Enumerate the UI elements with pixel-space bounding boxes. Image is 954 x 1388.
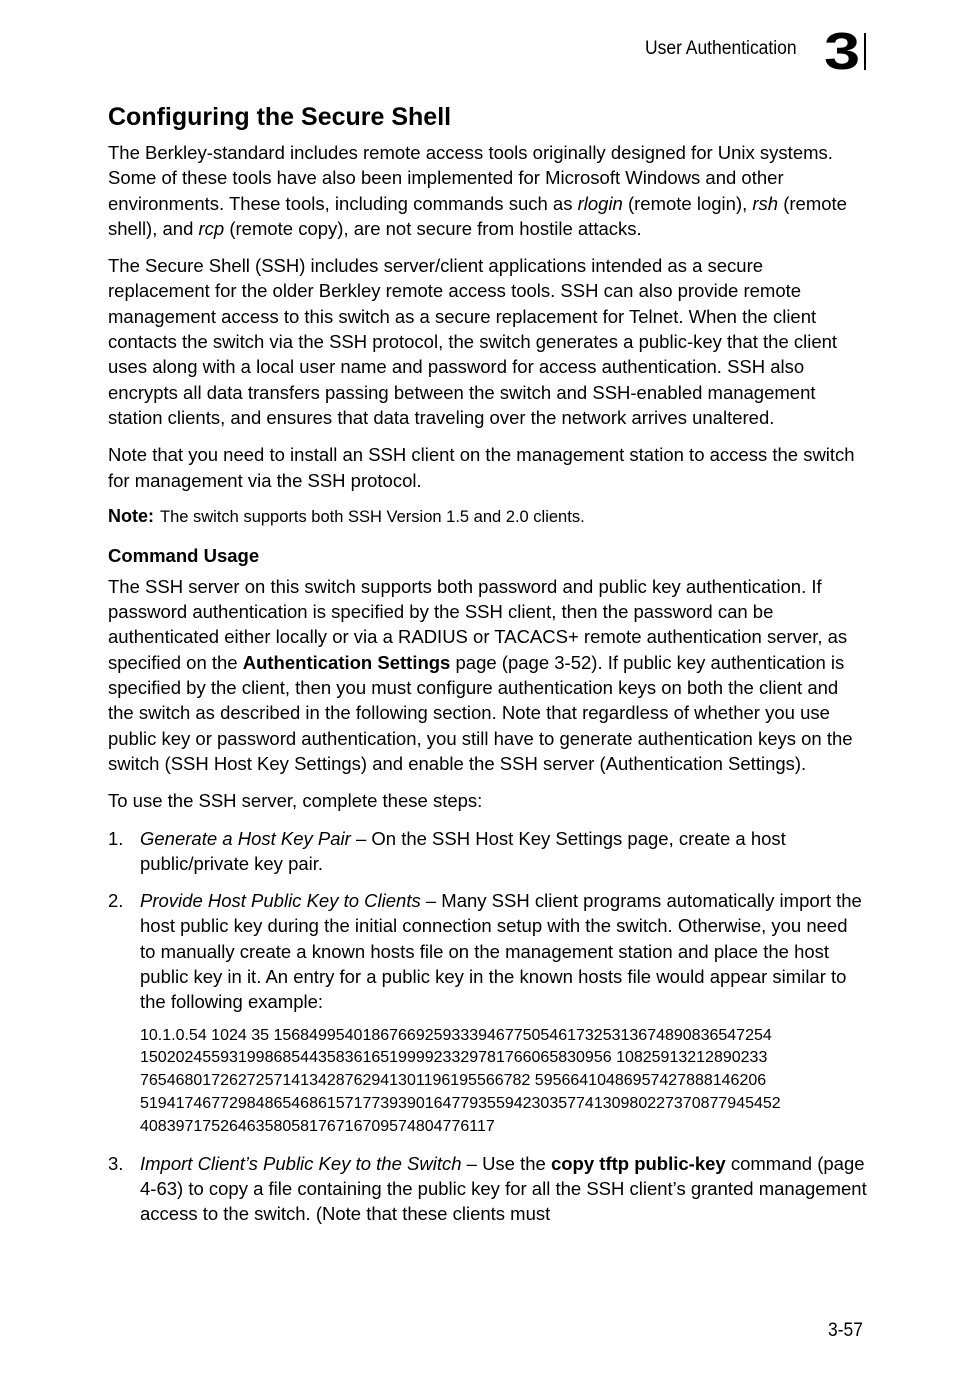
chapter-number: 3	[824, 23, 861, 81]
steps-list	[108, 826, 868, 1227]
host-key-example	[140, 1025, 868, 1139]
intro-paragraph: The Berkley-standard includes remote access tools originally designed for Unix systems. Some of these tools have also been implemented for Microsoft Windows and other environments. These tools, including commands such as rlogin (remote login), rsh (remote shell), and rcp (remote copy), are not secure from hostile attacks.	[108, 142, 847, 239]
step-text: – On the SSH Host Key Settings page, create a host public/private key pair.	[140, 827, 786, 874]
section-title: Configuring the Secure Shell	[108, 103, 452, 131]
steps-intro: To use the SSH server, complete these steps:	[108, 790, 483, 812]
step-title: Generate a Host Key Pair	[140, 827, 351, 849]
step-2	[108, 888, 868, 1138]
note-label: Note:	[108, 505, 154, 526]
step-title: Import Client’s Public Key to the Switch	[140, 1152, 462, 1174]
step-number: 3.	[108, 1152, 124, 1174]
ssh-description-paragraph: The Secure Shell (SSH) includes server/client applications intended as a secure replacement for the older Berkley remote access tools. SSH can also provide remote management access to this switch as a secure replacement for Telnet. When the client contacts the switch via the SSH protocol, the switch generates a public-key that the client uses along with a local user name and password for access authentication. SSH also encrypts all data transfers passing between the switch and SSH-enabled management station clients, and ensures that data traveling over the network arrives unaltered.	[108, 255, 838, 428]
page-content	[108, 100, 868, 1238]
step-number: 1.	[108, 827, 124, 849]
step-number: 2.	[108, 890, 124, 912]
running-header: User Authentication	[645, 38, 797, 59]
note-text: The switch supports both SSH Version 1.5 and 2.0 clients.	[160, 507, 585, 526]
host-key-line: 51941746772984865468615717739390164779355942303577413098022737087794545​2	[140, 1095, 781, 1112]
page-number: 3-57	[828, 1320, 863, 1341]
host-key-line: 10.1.0.54 1024 35 15684995401867669259333946775054617325313674890836547254	[140, 1026, 772, 1044]
rcp-term: rcp	[198, 217, 225, 239]
host-key-line: 4083971752646358058176716709574804776117	[140, 1117, 495, 1135]
step-title: Provide Host Public Key to Clients	[140, 890, 421, 912]
chapter-divider	[864, 33, 866, 70]
command-usage-paragraph: The SSH server on this switch supports both password and public key authentication. If password authentication is specified by the SSH client, then the password can be authenticated either locally or via a RADIUS or TACACS+ remote authentication server, as specified on the Authentication Settings page (page 3-52). If public key authentication is specified by the client, then you must configure authentication keys on both the client and the switch as described in the following section. Note that regardless of whether you use public key or password authentication, you still have to generate authentication keys on the switch (SSH Host Key Settings) and enable the SSH server (Authentication Settings).	[108, 575, 853, 774]
note	[108, 505, 868, 528]
rsh-term: rsh	[752, 192, 779, 214]
copy-tftp-command: copy tftp public-key	[550, 1152, 726, 1174]
host-key-line: 15020245593199868544358361651999923329781766065830956 10825913212890233	[140, 1049, 768, 1067]
host-key-line: 76546801726272571413428762941301196195566782 59566410486957427888146206	[140, 1072, 767, 1090]
command-usage-heading: Command Usage	[108, 544, 260, 566]
authentication-settings-ref: Authentication Settings	[242, 651, 451, 673]
step-3: 3. Import Client’s Public Key to the Switch – Use the copy tftp public-key command (page 4-63) to copy a file containing the public key for all the SSH client’s granted management access to the switch. (Note that these clients must	[108, 1152, 867, 1225]
step-1	[108, 826, 868, 877]
rlogin-term: rlogin	[577, 192, 623, 214]
step-text: – Many SSH client programs automatically import the host public key during the initial connection setup with the switch. Otherwise, you need to manually create a known hosts file on the management station and place the host public key in it. An entry for a public key in the known hosts file would appear similar to the following example:	[140, 890, 862, 1013]
ssh-client-paragraph: Note that you need to install an SSH client on the management station to access the switch for management via the SSH protocol.	[108, 444, 855, 491]
